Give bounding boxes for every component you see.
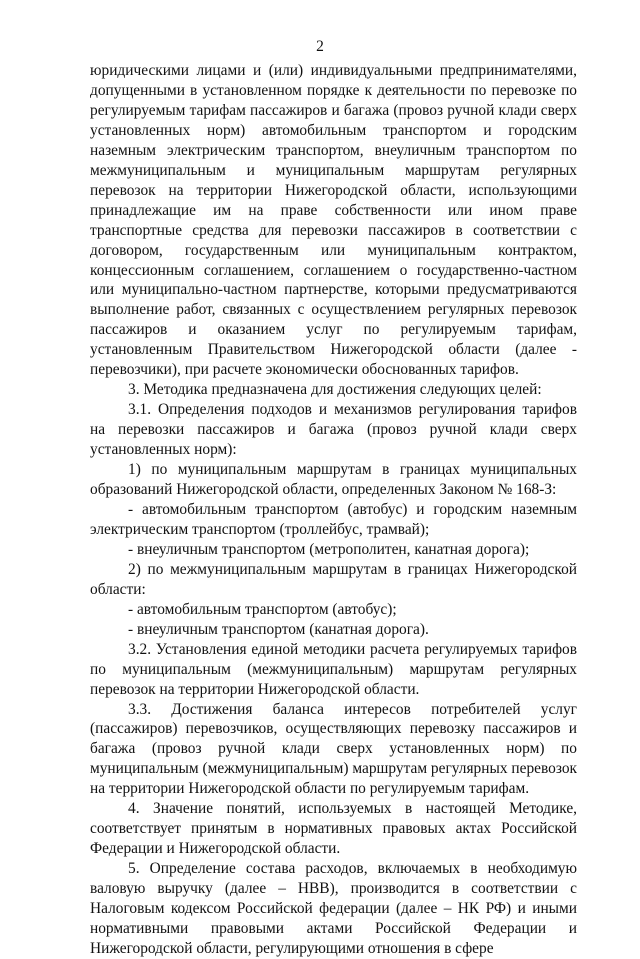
paragraph-continuation: юридическими лицами и (или) индивидуальными предпринимателями, допущенными в установленном порядке к деятельности по перевозке по регулируемым тарифам пассажиров и багажа (провоз ручной клади сверх установленных норм) автомобильным транспортом и городским наземным электрическим транспортом, внеуличным транспортом по межмуниципальным и муниципальным маршрутам регулярных перевозок на территории Нижегородской области, использующими принадлежащие им на праве собственности или ином праве транспортные средства для перевозки пассажиров в соответствии с договором, государственным или муниципальным контрактом, концессионным соглашением, соглашением о государственно-частном или муниципально-частном партнерстве, которыми предусматриваются выполнение работ, связанных с осуществлением регулярных перевозок пассажиров и оказанием услуг по регулируемым тарифам, установленным Правительством Нижегородской области (далее - перевозчики), при расчете экономически обоснованных тарифов. bbox=[90, 62, 577, 379]
list-item-bus: - автомобильным транспортом (автобус); bbox=[128, 600, 397, 618]
paragraph-3-3: 3.3. Достижения баланса интересов потребителей услуг (пассажиров) перевозчиков, осуществляющих перевозку пассажиров и багажа (провоз ручной клади сверх установленных норм) по муниципальным (межмуниципальным) маршрутам регулярных перевозок на территории Нижегородской области по регулируемым тарифам. bbox=[90, 700, 577, 798]
list-item-intermunicipal-routes: 2) по межмуниципальным маршрутам в границах Нижегородской области: bbox=[90, 560, 577, 598]
list-item-bus-electric: - автомобильным транспортом (автобус) и городским наземным электрическим транспортом (троллейбус, трамвай); bbox=[90, 500, 577, 538]
list-item-offstreet-metro: - внеуличным транспортом (метрополитен, канатная дорога); bbox=[128, 540, 530, 558]
paragraph-3-1: 3.1. Определения подходов и механизмов регулирования тарифов на перевозки пассажиров и багажа (провоз ручной клади сверх установленных норм): bbox=[90, 401, 577, 459]
document-body bbox=[90, 61, 577, 959]
paragraph-4: 4. Значение понятий, используемых в настоящей Методике, соответствует принятым в нормативных правовых актах Российской Федерации и Нижегородской области. bbox=[90, 800, 577, 858]
paragraph-5: 5. Определение состава расходов, включаемых в необходимую валовую выручку (далее – НВВ), производится в соответствии с Налоговым кодексом Российской федерации (далее – НК РФ) и иными нормативными правовыми актами Российской Федерации и Нижегородской области, регулирующими отношения в сфере bbox=[90, 860, 577, 957]
list-item-municipal-routes: 1) по муниципальным маршрутам в границах муниципальных образований Нижегородской области, определенных Законом № 168-З: bbox=[90, 461, 577, 499]
page-number: 2 bbox=[316, 38, 324, 55]
paragraph-3-2: 3.2. Установления единой методики расчета регулируемых тарифов по муниципальным (межмуниципальным) маршрутам регулярных перевозок на территории Нижегородской области. bbox=[90, 640, 577, 698]
list-item-cable-car: - внеуличным транспортом (канатная дорога). bbox=[128, 620, 429, 638]
paragraph-3: 3. Методика предназначена для достижения следующих целей: bbox=[128, 381, 542, 399]
